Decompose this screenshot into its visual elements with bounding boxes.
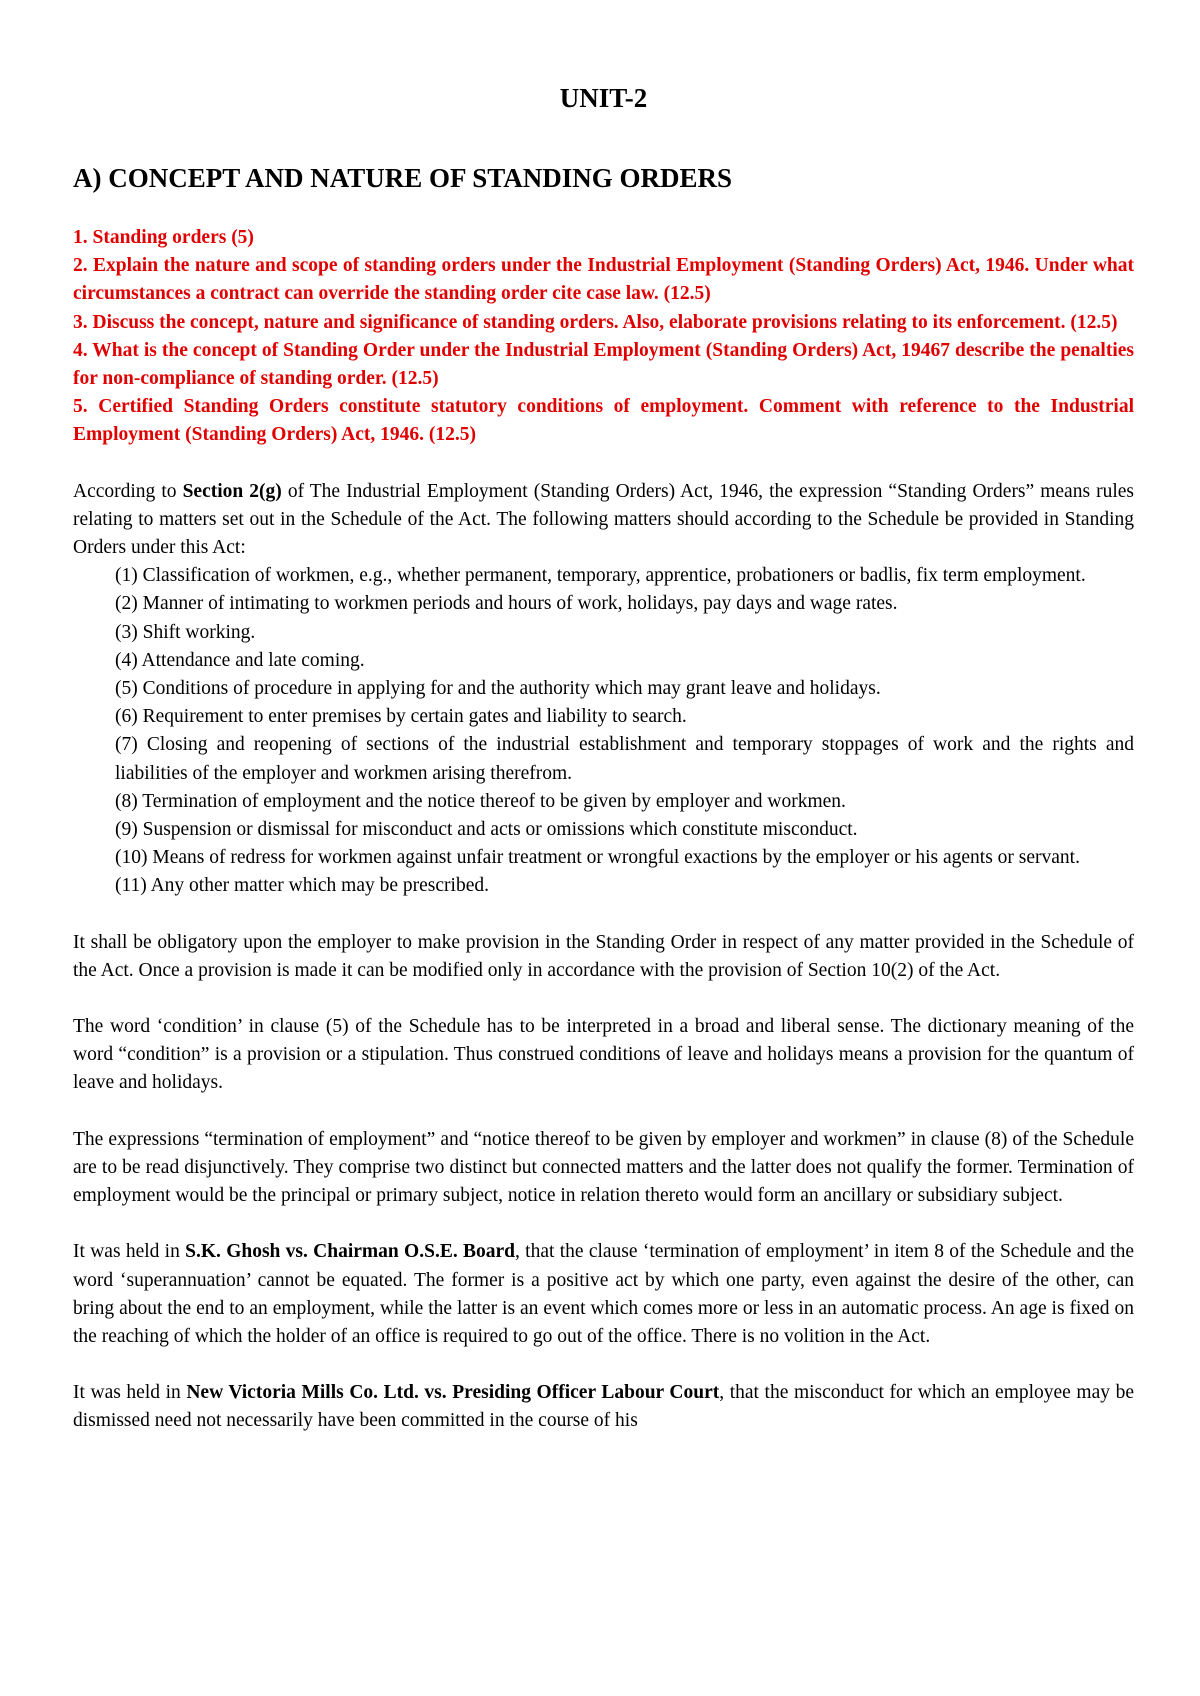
victoria-case-paragraph (73, 1379, 1134, 1435)
intro-post: of The Industrial Employment (Standing Orders) Act, 1946, the expression “Standing Orders” means rules relating to matters set out in the Schedule of the Act. The following matters should according to the Schedule be provided in Standing Orders under this Act: (73, 480, 1134, 559)
victoria-post: , that the misconduct for which an employee may be dismissed need not necessarily have been committed in the course of his (73, 1382, 1134, 1432)
schedule-item: (4) Attendance and late coming. (115, 649, 365, 671)
schedule-item: (6) Requirement to enter premises by certain gates and liability to search. (115, 706, 687, 728)
ghosh-case-paragraph (73, 1238, 1134, 1351)
intro-section-ref: Section 2(g) (182, 480, 282, 502)
intro-paragraph (73, 478, 1134, 563)
schedule-item: (7) Closing and reopening of sections of the industrial establishment and temporary stoppages of work and the rights and liabilities of the employer and workmen arising therefrom. (115, 734, 1134, 784)
ghosh-post: , that the clause ‘termination of employment’ in item 8 of the Schedule and the word ‘superannuation’ cannot be equated. The former is a positive act by which one party, even against the desire of the other, can bring about the end to an employment, while the latter is an event which comes more or less in an automatic process. An age is fixed on the reaching of which the holder of an office is required to go out of the office. There is no volition in the Act. (73, 1241, 1134, 1347)
section-heading: A) CONCEPT AND NATURE OF STANDING ORDERS (73, 163, 733, 193)
question-item: 5. Certified Standing Orders constitute statutory conditions of employment. Comment with reference to the Industrial Employment (Standing Orders) Act, 1946. (12.5) (73, 396, 1134, 446)
question-item: 4. What is the concept of Standing Order under the Industrial Employment (Standing Orders) Act, 19467 describe the penalties for non-compliance of standing order. (12.5) (73, 339, 1134, 390)
obligatory-paragraph: It shall be obligatory upon the employer to make provision in the Standing Order in respect of any matter provided in the Schedule of the Act. Once a provision is made it can be modified only in accordance with the provision of Section 10(2) of the Act. (73, 931, 1134, 981)
exam-questions (73, 224, 1134, 450)
condition-paragraph: The word ‘condition’ in clause (5) of the Schedule has to be interpreted in a broad and liberal sense. The dictionary meaning of the word “condition” is a provision or a stipulation. Thus construed conditions of leave and holidays means a provision for the quantum of leave and holidays. (73, 1016, 1134, 1094)
question-item: 3. Discuss the concept, nature and significance of standing orders. Also, elaborate provisions relating to its enforcement. (12.5) (73, 311, 1118, 333)
unit-title: UNIT-2 (559, 83, 648, 113)
schedule-item: (10) Means of redress for workmen against unfair treatment or wrongful exactions by the employer or his agents or servant. (115, 847, 1080, 869)
schedule-item: (9) Suspension or dismissal for misconduct and acts or omissions which constitute misconduct. (115, 819, 858, 841)
ghosh-case-name: S.K. Ghosh vs. Chairman O.S.E. Board (185, 1241, 516, 1263)
schedule-item: (11) Any other matter which may be prescribed. (115, 875, 489, 897)
schedule-item: (2) Manner of intimating to workmen periods and hours of work, holidays, pay days and wage rates. (115, 593, 898, 615)
victoria-case-name: New Victoria Mills Co. Ltd. vs. Presiding Officer Labour Court (186, 1382, 720, 1404)
schedule-list (73, 562, 1134, 900)
schedule-item: (5) Conditions of procedure in applying for and the authority which may grant leave and holidays. (115, 678, 881, 700)
schedule-item: (3) Shift working. (115, 621, 256, 643)
expressions-paragraph: The expressions “termination of employment” and “notice thereof to be given by employer and workmen” in clause (8) of the Schedule are to be read disjunctively. They comprise two distinct but connected matters and the latter does not qualify the former. Termination of employment would be the principal or primary subject, notice in relation thereto would form an ancillary or subsidiary subject. (73, 1128, 1134, 1207)
ghosh-pre: It was held in (73, 1241, 186, 1263)
body-text (73, 478, 1134, 1436)
question-item: 1. Standing orders (5) (73, 227, 254, 248)
victoria-pre: It was held in (73, 1382, 187, 1404)
question-item: 2. Explain the nature and scope of standing orders under the Industrial Employment (Standing Orders) Act, 1946. Under what circumstances a contract can override the standing order cite case law. (12.5) (73, 255, 1134, 305)
intro-pre: According to (73, 480, 183, 502)
schedule-item: (1) Classification of workmen, e.g., whether permanent, temporary, apprentice, probationers or badlis, fix term employment. (115, 565, 1086, 587)
schedule-item: (8) Termination of employment and the notice thereof to be given by employer and workmen. (115, 790, 846, 812)
